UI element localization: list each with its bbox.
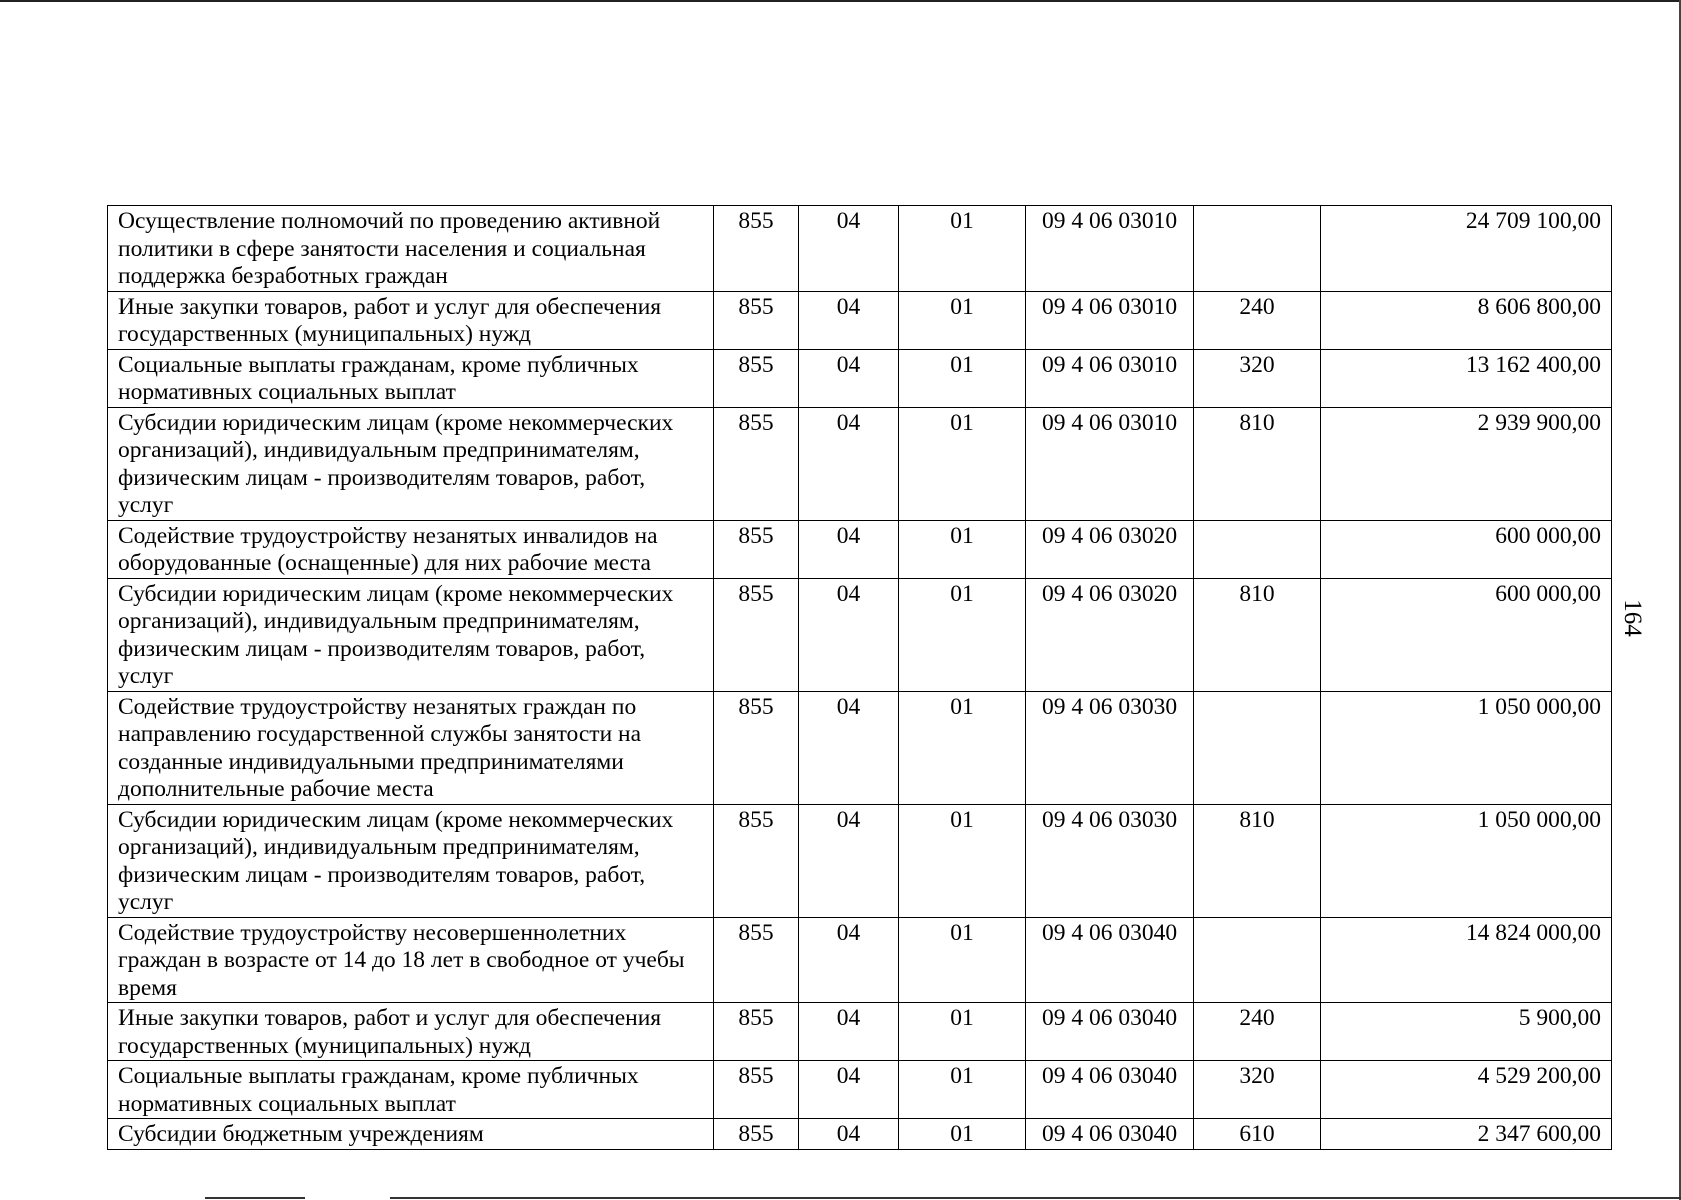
row-name: Иные закупки товаров, работ и услуг для обеспечения государственных (муниципальных) нужд: [108, 1003, 714, 1061]
row-name: Иные закупки товаров, работ и услуг для обеспечения государственных (муниципальных) нужд: [108, 291, 714, 349]
row-amount: 1 050 000,00: [1321, 804, 1612, 917]
row-subsection-code: 01: [899, 291, 1026, 349]
row-amount: 600 000,00: [1321, 578, 1612, 691]
table-row: [108, 1003, 1612, 1061]
row-expense-type-code: 810: [1194, 578, 1321, 691]
row-ministry-code: 855: [714, 291, 799, 349]
row-subsection-code: 01: [899, 349, 1026, 407]
row-expense-type-code: 240: [1194, 291, 1321, 349]
row-amount: 24 709 100,00: [1321, 206, 1612, 292]
table-row: [108, 917, 1612, 1003]
row-target-code: 09 4 06 03040: [1026, 1119, 1194, 1150]
row-expense-type-code: [1194, 917, 1321, 1003]
row-expense-type-code: 810: [1194, 407, 1321, 520]
row-subsection-code: 01: [899, 206, 1026, 292]
bottom-edge-mark-left: [205, 1197, 305, 1199]
row-target-code: 09 4 06 03040: [1026, 1061, 1194, 1119]
row-name: Субсидии юридическим лицам (кроме некоммерческих организаций), индивидуальным предпринимателям, физическим лицам - производителям товаров, работ, услуг: [108, 578, 714, 691]
row-name: Содействие трудоустройству незанятых инвалидов на оборудованные (оснащенные) для них рабочие места: [108, 520, 714, 578]
row-section-code: 04: [799, 804, 899, 917]
budget-table-body: [108, 206, 1612, 1150]
row-amount: 600 000,00: [1321, 520, 1612, 578]
row-ministry-code: 855: [714, 917, 799, 1003]
row-name: Субсидии бюджетным учреждениям: [108, 1119, 714, 1150]
row-ministry-code: 855: [714, 1003, 799, 1061]
row-subsection-code: 01: [899, 1003, 1026, 1061]
row-name: Содействие трудоустройству незанятых граждан по направлению государственной службы занятости на созданные индивидуальными предпринимателями дополнительные рабочие места: [108, 691, 714, 804]
row-expense-type-code: 610: [1194, 1119, 1321, 1150]
row-subsection-code: 01: [899, 917, 1026, 1003]
row-expense-type-code: [1194, 520, 1321, 578]
row-name: Социальные выплаты гражданам, кроме публичных нормативных социальных выплат: [108, 1061, 714, 1119]
row-name: Социальные выплаты гражданам, кроме публичных нормативных социальных выплат: [108, 349, 714, 407]
row-ministry-code: 855: [714, 206, 799, 292]
row-target-code: 09 4 06 03030: [1026, 804, 1194, 917]
row-section-code: 04: [799, 691, 899, 804]
row-section-code: 04: [799, 917, 899, 1003]
table-row: [108, 291, 1612, 349]
row-ministry-code: 855: [714, 691, 799, 804]
row-name: Субсидии юридическим лицам (кроме некоммерческих организаций), индивидуальным предпринимателям, физическим лицам - производителям товаров, работ, услуг: [108, 804, 714, 917]
table-row: [108, 691, 1612, 804]
row-section-code: 04: [799, 349, 899, 407]
row-subsection-code: 01: [899, 804, 1026, 917]
row-target-code: 09 4 06 03010: [1026, 291, 1194, 349]
row-ministry-code: 855: [714, 1119, 799, 1150]
row-expense-type-code: 320: [1194, 1061, 1321, 1119]
row-target-code: 09 4 06 03030: [1026, 691, 1194, 804]
row-section-code: 04: [799, 1119, 899, 1150]
row-section-code: 04: [799, 1061, 899, 1119]
row-section-code: 04: [799, 291, 899, 349]
row-ministry-code: 855: [714, 349, 799, 407]
row-subsection-code: 01: [899, 520, 1026, 578]
table-row: [108, 349, 1612, 407]
row-ministry-code: 855: [714, 520, 799, 578]
row-target-code: 09 4 06 03020: [1026, 578, 1194, 691]
row-ministry-code: 855: [714, 407, 799, 520]
table-row: [108, 206, 1612, 292]
row-name: Содействие трудоустройству несовершеннолетних граждан в возрасте от 14 до 18 лет в свободное от учебы время: [108, 917, 714, 1003]
budget-table: [107, 205, 1612, 1150]
row-section-code: 04: [799, 206, 899, 292]
row-expense-type-code: 320: [1194, 349, 1321, 407]
row-expense-type-code: 810: [1194, 804, 1321, 917]
row-amount: 2 347 600,00: [1321, 1119, 1612, 1150]
row-subsection-code: 01: [899, 691, 1026, 804]
row-amount: 2 939 900,00: [1321, 407, 1612, 520]
row-amount: 1 050 000,00: [1321, 691, 1612, 804]
row-target-code: 09 4 06 03020: [1026, 520, 1194, 578]
table-row: [108, 407, 1612, 520]
row-target-code: 09 4 06 03040: [1026, 917, 1194, 1003]
row-section-code: 04: [799, 1003, 899, 1061]
row-subsection-code: 01: [899, 1061, 1026, 1119]
row-expense-type-code: 240: [1194, 1003, 1321, 1061]
page-top-edge: [0, 0, 1681, 2]
table-row: [108, 1061, 1612, 1119]
row-target-code: 09 4 06 03010: [1026, 206, 1194, 292]
row-amount: 13 162 400,00: [1321, 349, 1612, 407]
row-amount: 5 900,00: [1321, 1003, 1612, 1061]
table-row: [108, 1119, 1612, 1150]
row-expense-type-code: [1194, 206, 1321, 292]
row-section-code: 04: [799, 520, 899, 578]
row-target-code: 09 4 06 03040: [1026, 1003, 1194, 1061]
bottom-edge-mark-right: [390, 1197, 1681, 1199]
row-section-code: 04: [799, 578, 899, 691]
row-subsection-code: 01: [899, 578, 1026, 691]
row-name: Субсидии юридическим лицам (кроме некоммерческих организаций), индивидуальным предпринимателям, физическим лицам - производителям товаров, работ, услуг: [108, 407, 714, 520]
row-amount: 8 606 800,00: [1321, 291, 1612, 349]
row-ministry-code: 855: [714, 578, 799, 691]
table-row: [108, 578, 1612, 691]
table-row: [108, 520, 1612, 578]
table-row: [108, 804, 1612, 917]
row-subsection-code: 01: [899, 407, 1026, 520]
row-target-code: 09 4 06 03010: [1026, 349, 1194, 407]
row-subsection-code: 01: [899, 1119, 1026, 1150]
row-amount: 14 824 000,00: [1321, 917, 1612, 1003]
row-expense-type-code: [1194, 691, 1321, 804]
row-ministry-code: 855: [714, 1061, 799, 1119]
row-section-code: 04: [799, 407, 899, 520]
row-amount: 4 529 200,00: [1321, 1061, 1612, 1119]
page-number: 164: [1619, 599, 1646, 637]
row-ministry-code: 855: [714, 804, 799, 917]
row-target-code: 09 4 06 03010: [1026, 407, 1194, 520]
row-name: Осуществление полномочий по проведению активной политики в сфере занятости населения и социальная поддержка безработных граждан: [108, 206, 714, 292]
